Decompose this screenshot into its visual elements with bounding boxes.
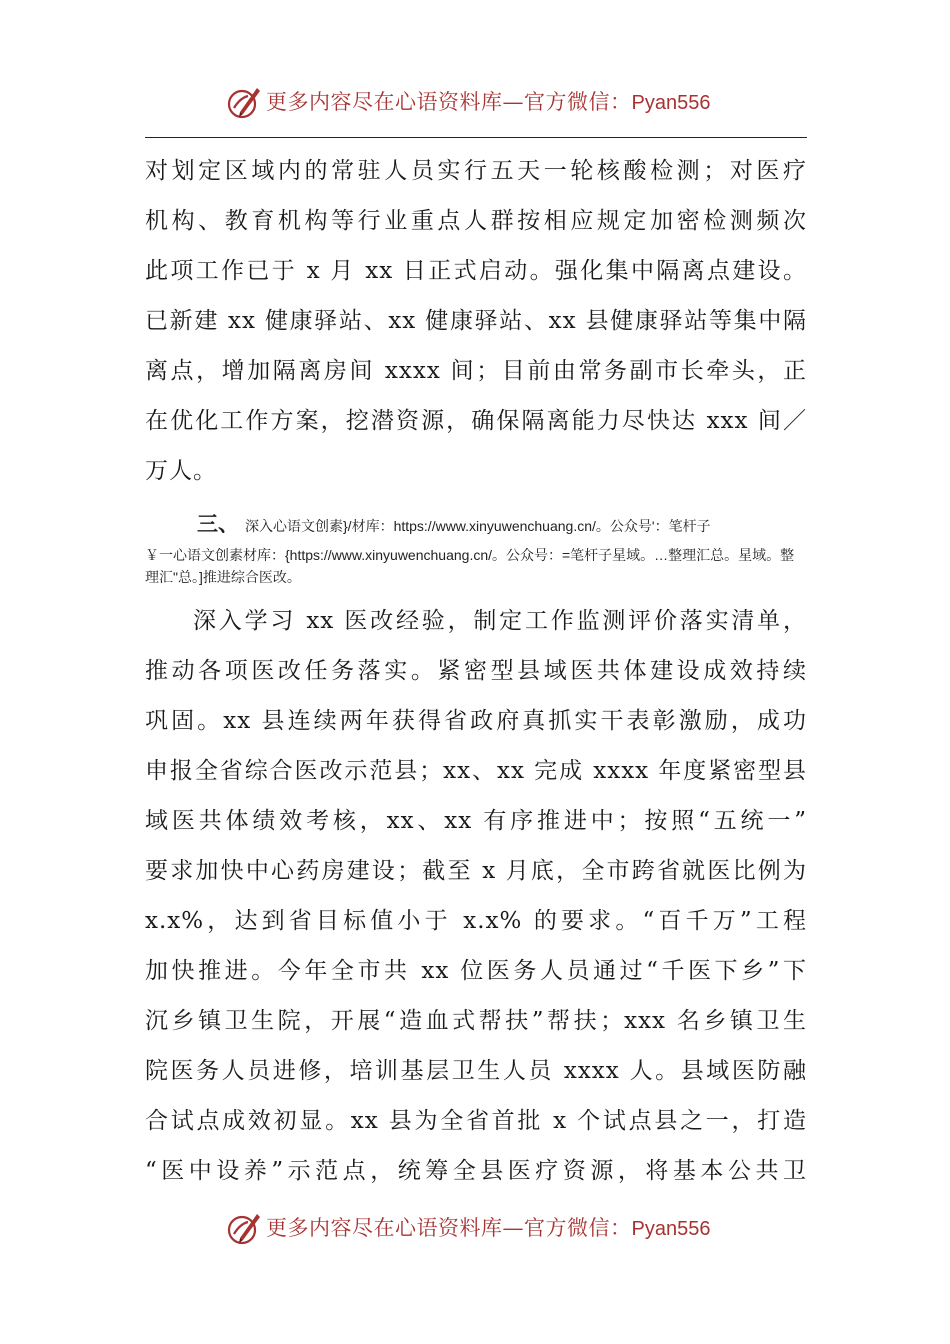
paragraph-top [145,146,807,496]
banner-slogan: 更多内容尽在心语资料库—官方微信： [266,90,632,114]
text-line: 推动各项医改任务落实。紧密型县域医共体建设成效持续 [145,658,807,684]
text-line: 要求加快中心药房建设；截至 x 月底，全市跨省就医比例为 [145,858,807,884]
text-line: 万人。 [145,458,217,484]
section-note-line1: 深入心语文创素}/材库：https://www.xinyuwenchuang.cn/。公众号'：笔杆子 [245,518,711,534]
text-line: “医中设养”示范点，统筹全县医疗资源，将基本公共卫 [145,1158,807,1184]
text-line: 加快推进。今年全市共 xx 位医务人员通过“千医下乡”下 [145,958,807,984]
section-number: 三、 [197,511,239,536]
header-divider [145,137,807,138]
text-line: 申报全省综合医改示范县；xx、xx 完成 xxxx 年度紧密型县 [145,758,807,784]
section-note-line2: ￥一心语文创素材库：{https://www.xinyuwenchuang.cn/。公众号：=笔杆子星域。…整理汇总。星域。整理汇"总。]推进综合医改。 [145,547,795,585]
text-line: 巩固。xx 县连续两年获得省政府真抓实干表彰激励，成功 [145,708,807,734]
text-line: 此项工作已于 x 月 xx 日正式启动。强化集中隔离点建设。 [145,258,807,284]
text-line: 已新建 xx 健康驿站、xx 健康驿站、xx 县健康驿站等集中隔 [145,308,807,334]
paragraph-bottom [145,596,807,1196]
banner-slogan: 更多内容尽在心语资料库—官方微信： [266,1216,632,1240]
text-line: 离点，增加隔离房间 xxxx 间；目前由常务副市长牵头，正 [145,358,807,384]
text-line: 在优化工作方案，挖潜资源，确保隔离能力尽快达 xxx 间／ [145,408,807,434]
pen-logo-icon [226,84,262,120]
text-line: 院医务人员进修，培训基层卫生人员 xxxx 人。县域医防融 [145,1058,807,1084]
text-line: 机构、教育机构等行业重点人群按相应规定加密检测频次 [145,208,807,234]
wechat-account: Pyan556 [631,92,711,114]
text-line: 对划定区域内的常驻人员实行五天一轮核酸检测；对医疗 [145,158,807,184]
wechat-account: Pyan556 [631,1218,711,1240]
footer-banner-text [266,1212,710,1242]
section-heading-row [145,508,807,534]
text-line: 合试点成效初显。xx 县为全省首批 x 个试点县之一，打造 [145,1108,807,1134]
footer-banner [0,1208,950,1248]
text-line: 深入学习 xx 医改经验，制定工作监测评价落实清单， [193,608,807,634]
header-banner [0,82,950,122]
text-line: x.x%，达到省目标值小于 x.x% 的要求。“百千万”工程 [145,908,807,934]
pen-logo-icon [226,1210,262,1246]
header-banner-text [266,86,710,116]
text-line: 域医共体绩效考核，xx、xx 有序推进中；按照“五统一” [145,808,807,834]
text-line: 沉乡镇卫生院，开展“造血式帮扶”帮扶；xxx 名乡镇卫生 [145,1008,807,1034]
